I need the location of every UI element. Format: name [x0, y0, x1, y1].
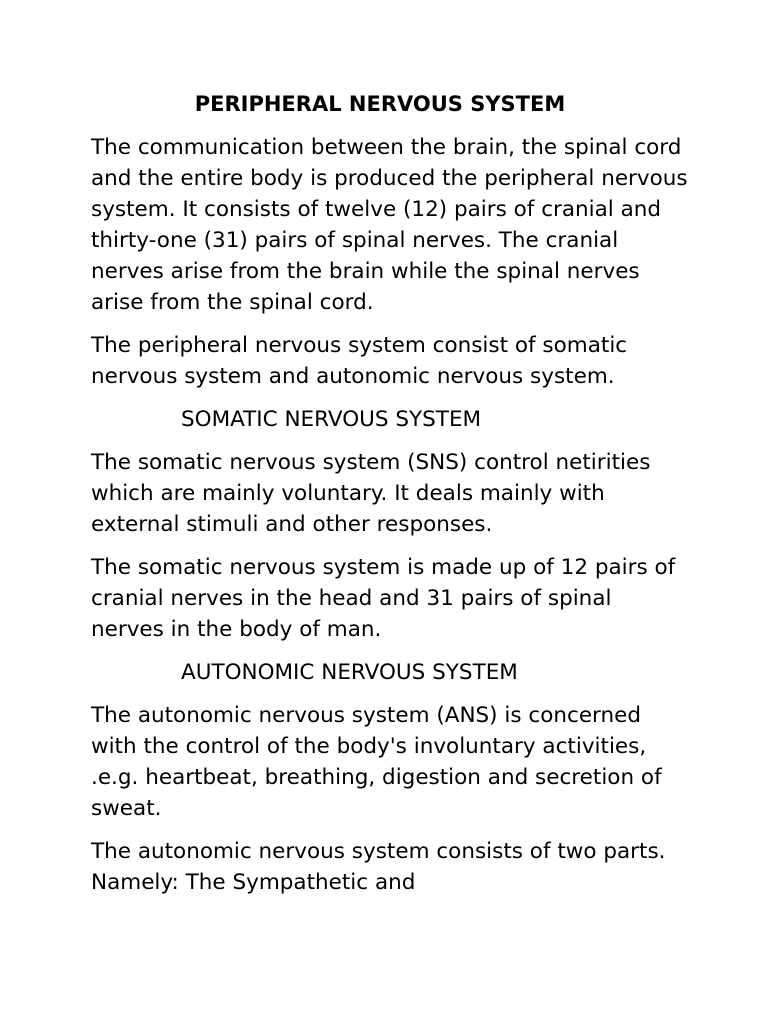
intro-paragraph: The communication between the brain, the spinal cord and the entire body is produced the peripheral nervous system. It consists of twelve (12) pairs of cranial and thirty-one (31) pairs of spinal nerves. The cranial nerves arise from the brain while the spinal nerves arise from the spinal cord.: [91, 135, 688, 315]
autonomic-heading: AUTONOMIC NERVOUS SYSTEM: [181, 660, 518, 685]
somatic-paragraph-1: The somatic nervous system (SNS) control netirities which are mainly voluntary. It deals mainly with external stimuli and other responses.: [91, 450, 651, 537]
autonomic-paragraph-2: The autonomic nervous system consists of two parts. Namely: The Sympathetic and: [91, 839, 666, 895]
autonomic-paragraph-1: The autonomic nervous system (ANS) is concerned with the control of the body's involuntary activities, .e.g. heartbeat, breathing, digestion and secretion of sweat.: [91, 703, 662, 821]
document-body: [91, 89, 691, 910]
document-title: PERIPHERAL NERVOUS SYSTEM: [194, 92, 566, 116]
somatic-heading: SOMATIC NERVOUS SYSTEM: [181, 407, 482, 432]
components-paragraph: The peripheral nervous system consist of somatic nervous system and autonomic nervous system.: [91, 333, 628, 389]
somatic-paragraph-2: The somatic nervous system is made up of 12 pairs of cranial nerves in the head and 31 pairs of spinal nerves in the body of man.: [91, 555, 676, 642]
